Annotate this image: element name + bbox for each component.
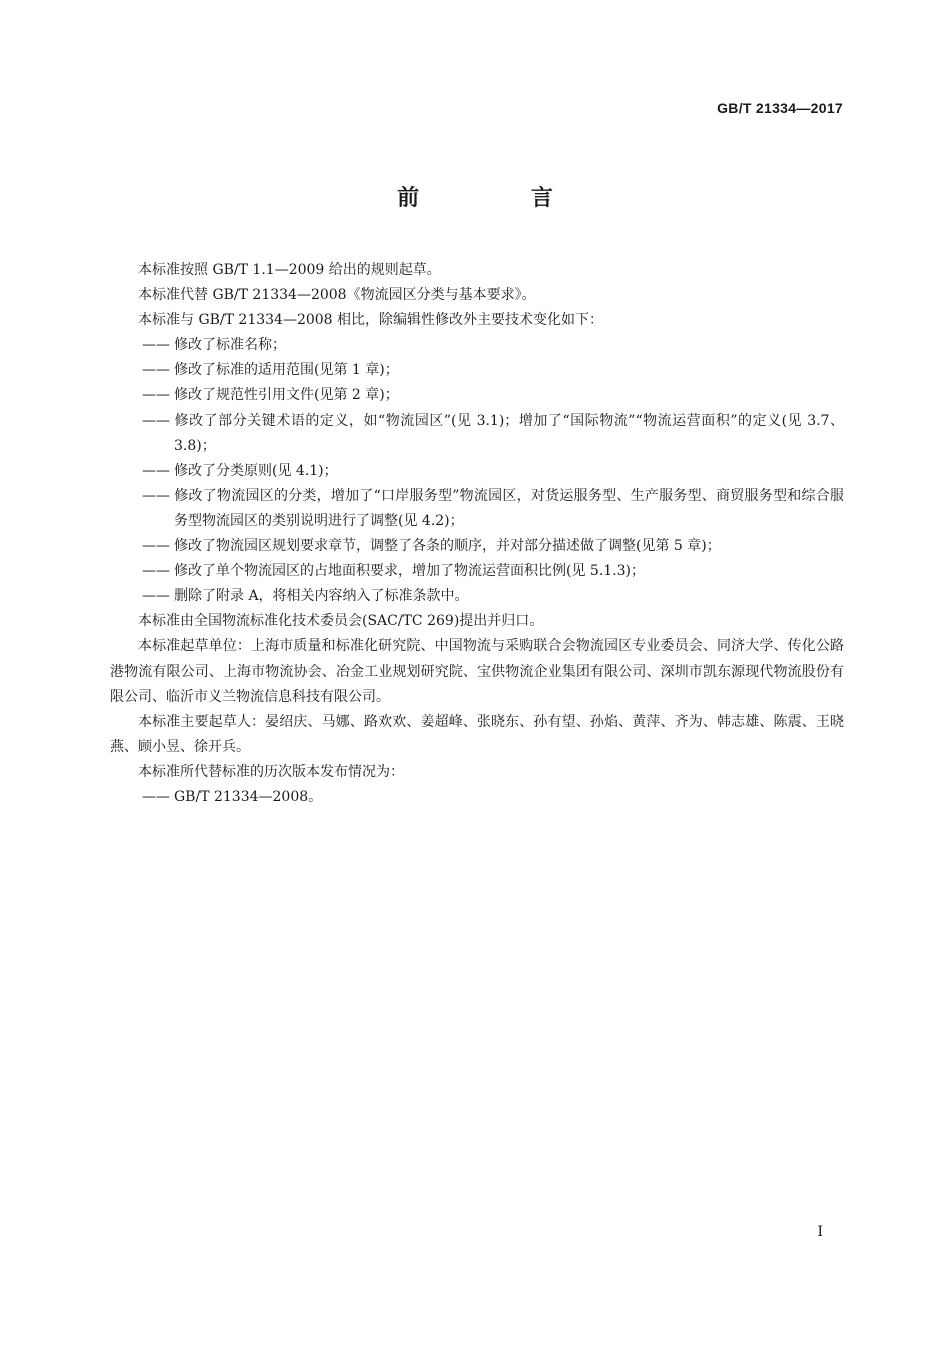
list-item-text: 修改了规范性引用文件(见第 2 章)； bbox=[174, 387, 399, 404]
page-number: I bbox=[817, 1224, 823, 1240]
paragraph-replaces: 本标准代替 GB/T 21334—2008《物流园区分类与基本要求》。 bbox=[138, 287, 536, 304]
paragraph-history-intro: 本标准所代替标准的历次版本发布情况为： bbox=[138, 763, 404, 780]
paragraph-drafting-rule: 本标准按照 GB/T 1.1—2009 给出的规则起草。 bbox=[138, 262, 441, 278]
foreword-body bbox=[110, 258, 844, 810]
dash: —— bbox=[142, 462, 170, 479]
list-item-text: 删除了附录 A，将相关内容纳入了标准条款中。 bbox=[174, 588, 469, 605]
dash: —— bbox=[142, 788, 170, 805]
list-item-text: 修改了标准的适用范围(见第 1 章)； bbox=[174, 362, 399, 379]
list-item-change bbox=[110, 559, 844, 584]
dash: —— bbox=[142, 412, 170, 429]
paragraph-changes-intro: 本标准与 GB/T 21334—2008 相比，除编辑性修改外主要技术变化如下： bbox=[138, 312, 604, 329]
list-item-text: 修改了标准名称； bbox=[174, 337, 286, 354]
paragraph-drafters: 本标准主要起草人：晏绍庆、马娜、路欢欢、姜超峰、张晓东、孙有望、孙焰、黄萍、齐为、韩志雄、陈震、王晓燕、顾小昱、徐开兵。 bbox=[110, 713, 844, 755]
list-item-change bbox=[110, 534, 844, 559]
dash: —— bbox=[142, 538, 170, 555]
list-item-change bbox=[110, 459, 844, 484]
dash: —— bbox=[142, 487, 170, 504]
paragraph-drafting-units: 本标准起草单位：上海市质量和标准化研究院、中国物流与采购联合会物流园区专业委员会、同济大学、传化公路港物流有限公司、上海市物流协会、冶金工业规划研究院、宝供物流企业集团有限公司、深圳市凯东源现代物流股份有限公司、临沂市义兰物流信息科技有限公司。 bbox=[110, 638, 844, 705]
list-item-text: 修改了分类原则(见 4.1)； bbox=[174, 462, 338, 479]
dash: —— bbox=[142, 337, 170, 354]
standard-code: GB/T 21334—2017 bbox=[717, 100, 843, 116]
paragraph-proposer: 本标准由全国物流标准化技术委员会(SAC/TC 269)提出并归口。 bbox=[138, 613, 544, 630]
list-item-text: 修改了部分关键术语的定义，如“物流园区”(见 3.1)；增加了“国际物流”“物流运营面积”的定义(见 3.7、3.8)； bbox=[174, 412, 844, 454]
dash: —— bbox=[142, 362, 170, 379]
dash: —— bbox=[142, 387, 170, 404]
list-item-change bbox=[110, 584, 844, 609]
list-item-change bbox=[110, 409, 844, 459]
dash: —— bbox=[142, 563, 170, 580]
list-item-change bbox=[110, 383, 844, 408]
page-title: 前 言 bbox=[397, 186, 605, 211]
list-item-change bbox=[110, 358, 844, 383]
list-item-text: 修改了单个物流园区的占地面积要求，增加了物流运营面积比例(见 5.1.3)； bbox=[174, 563, 645, 580]
list-item-text: 修改了物流园区规划要求章节，调整了各条的顺序，并对部分描述做了调整(见第 5 章)； bbox=[174, 538, 721, 555]
list-item-change bbox=[110, 484, 844, 534]
dash: —— bbox=[142, 588, 170, 605]
list-item-text: GB/T 21334—2008。 bbox=[174, 788, 323, 805]
list-item-text: 修改了物流园区的分类，增加了“口岸服务型”物流园区，对货运服务型、生产服务型、商贸服务型和综合服务型物流园区的类别说明进行了调整(见 4.2)； bbox=[174, 487, 844, 529]
list-item-change bbox=[110, 333, 844, 358]
list-item-history bbox=[110, 785, 844, 810]
